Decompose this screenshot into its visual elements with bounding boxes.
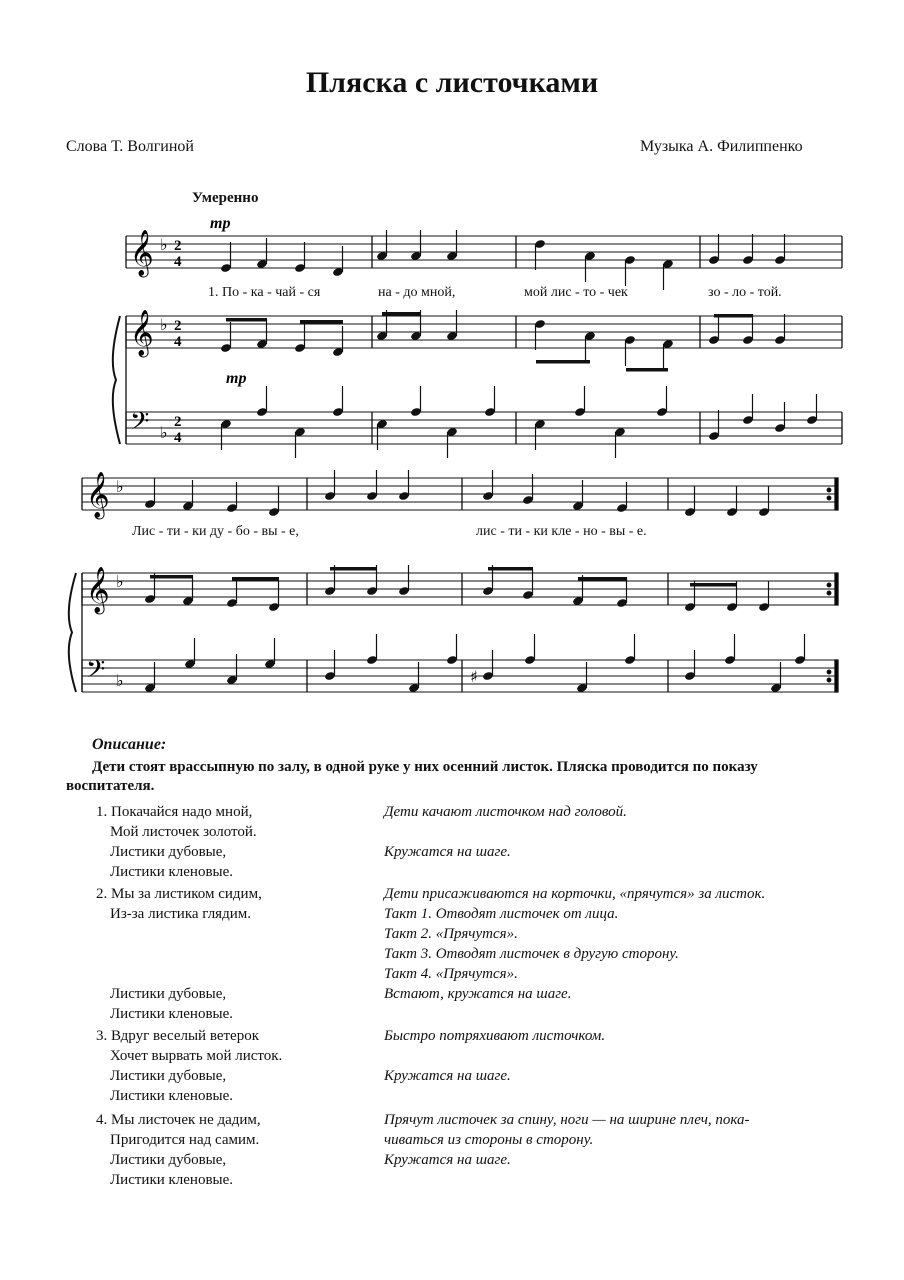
- verse-line: Листики кленовые.: [110, 1088, 234, 1104]
- action-line: Кружатся на шаге.: [384, 1068, 511, 1084]
- description-intro: Дети стоят врассыпную по залу, в одной руке у них осенний листок. Пляска проводится по показу воспитателя.: [66, 759, 758, 794]
- verse-line: Хочет вырвать мой листок.: [110, 1048, 283, 1064]
- lyric-segment: Лис - ти - ки ду - бо - вы - е,: [132, 524, 299, 539]
- flat-icon: ♭: [116, 477, 124, 496]
- barlines: [69, 236, 842, 692]
- repeat-dot: [827, 591, 831, 595]
- verse-line: 4. Мы листочек не дадим,: [96, 1112, 261, 1128]
- time-signature-bottom: 4: [174, 334, 182, 350]
- action-line: чиваться из стороны в сторону.: [384, 1132, 594, 1148]
- beam: [714, 314, 753, 318]
- dynamic-marking-voice: mp: [210, 215, 231, 232]
- verse-line: 1. Покачайся надо мной,: [96, 804, 253, 820]
- beam: [300, 320, 343, 324]
- beam: [150, 575, 193, 579]
- verse-line: Листики кленовые.: [110, 864, 234, 880]
- action-line: Кружатся на шаге.: [384, 844, 511, 860]
- verse-line: Листики кленовые.: [110, 1006, 234, 1022]
- beam: [536, 360, 590, 364]
- treble-clef-icon: 𝄞: [86, 567, 110, 613]
- verse-line: Листики дубовые,: [110, 1068, 227, 1084]
- bass-clef-icon: 𝄢: [130, 407, 150, 442]
- action-line: Такт 3. Отводят листочек в другую сторону.: [384, 946, 679, 962]
- verse-line: Мой листочек золотой.: [110, 824, 257, 840]
- description-heading: Описание:: [92, 736, 167, 753]
- sharp-icon: ♯: [470, 667, 478, 686]
- action-line: Быстро потряхивают листочком.: [384, 1028, 606, 1044]
- repeat-dot: [827, 670, 831, 674]
- final-barline: [835, 660, 838, 692]
- flat-icon: ♭: [116, 671, 124, 690]
- verse-line: Листики дубовые,: [110, 986, 227, 1002]
- final-barline: [835, 573, 838, 605]
- verse-line: 2. Мы за листиком сидим,: [96, 886, 262, 902]
- flat-icon: ♭: [160, 315, 168, 334]
- verse-3-actions: [384, 1026, 854, 1086]
- repeat-dot: [827, 678, 831, 682]
- action-line: Такт 1. Отводят листочек от лица.: [384, 906, 619, 922]
- verse-2-refrain-actions: [384, 984, 854, 1004]
- verse-4-actions: [384, 1110, 854, 1170]
- bass-clef-icon: 𝄢: [86, 655, 106, 690]
- verse-2-refrain: [96, 984, 366, 1024]
- verse-line: 3. Вдруг веселый ветерок: [96, 1028, 259, 1044]
- lyricist-credit: Слова Т. Волгиной: [66, 138, 194, 155]
- action-line: Встают, кружатся на шаге.: [384, 986, 572, 1002]
- treble-clef-icon: 𝄞: [130, 310, 154, 356]
- flat-icon: ♭: [160, 423, 168, 442]
- treble-clef-icon: 𝄞: [86, 472, 110, 518]
- beam: [330, 567, 377, 571]
- repeat-dot: [827, 496, 831, 500]
- time-signature-bottom: 4: [174, 430, 182, 446]
- time-signature-bottom: 4: [174, 254, 182, 270]
- verse-1: [96, 802, 366, 882]
- brace: [113, 316, 120, 444]
- action-line: Такт 4. «Прячутся».: [384, 966, 518, 982]
- composer-credit: Музыка А. Филиппенко: [640, 138, 803, 155]
- verse-line: Листики дубовые,: [110, 1152, 227, 1168]
- brace: [69, 573, 76, 692]
- beam: [488, 567, 533, 571]
- verse-line: Листики кленовые.: [110, 1172, 234, 1188]
- action-line: Такт 2. «Прячутся».: [384, 926, 518, 942]
- beam: [382, 312, 421, 316]
- beam: [232, 577, 279, 581]
- action-line: Прячут листочек за спину, ноги — на ширине плеч, пока-: [384, 1112, 750, 1128]
- verse-2-actions: [384, 884, 854, 984]
- dynamic-marking-piano: mp: [226, 370, 247, 387]
- time-signature-top: 2: [174, 238, 182, 254]
- action-spacer: [384, 1046, 854, 1066]
- verse-line: Листики дубовые,: [110, 844, 227, 860]
- repeat-dot: [827, 583, 831, 587]
- lyric-segment: зо - ло - той.: [708, 285, 782, 300]
- action-line: Дети присаживаются на корточки, «прячутся» за листок.: [384, 886, 766, 902]
- final-barline: [835, 478, 838, 510]
- beam: [578, 577, 627, 581]
- lyric-segment: на - до мной,: [378, 285, 456, 300]
- dynamics: [210, 215, 246, 387]
- beam: [626, 368, 668, 372]
- time-signature-top: 2: [174, 318, 182, 334]
- clefs: [86, 230, 182, 690]
- tempo-marking: Умеренно: [192, 190, 259, 206]
- lyric-segment: лис - ти - ки кле - но - вы - е.: [476, 524, 647, 539]
- treble-clef-icon: 𝄞: [130, 230, 154, 276]
- time-signature-top: 2: [174, 414, 182, 430]
- verse-line: Пригодится над самим.: [110, 1132, 260, 1148]
- action-line: Дети качают листочком над головой.: [384, 804, 627, 820]
- verse-line: Из-за листика глядим.: [110, 906, 251, 922]
- action-line: Кружатся на шаге.: [384, 1152, 511, 1168]
- repeat-dot: [827, 488, 831, 492]
- action-spacer: [384, 822, 854, 842]
- flat-icon: ♭: [160, 235, 168, 254]
- staff-lines: [82, 236, 842, 692]
- lyric-segment: 1. По - ка - чай - ся: [208, 285, 321, 300]
- page-title: Пляска с листочками: [305, 66, 599, 99]
- verse-4: [96, 1110, 366, 1190]
- flat-icon: ♭: [116, 572, 124, 591]
- beam: [690, 583, 737, 587]
- beam: [226, 318, 267, 322]
- verse-1-actions: [384, 802, 854, 862]
- verse-3: [96, 1026, 366, 1106]
- lyric-segment: мой лис - то - чек: [524, 285, 628, 300]
- verse-2: [96, 884, 366, 924]
